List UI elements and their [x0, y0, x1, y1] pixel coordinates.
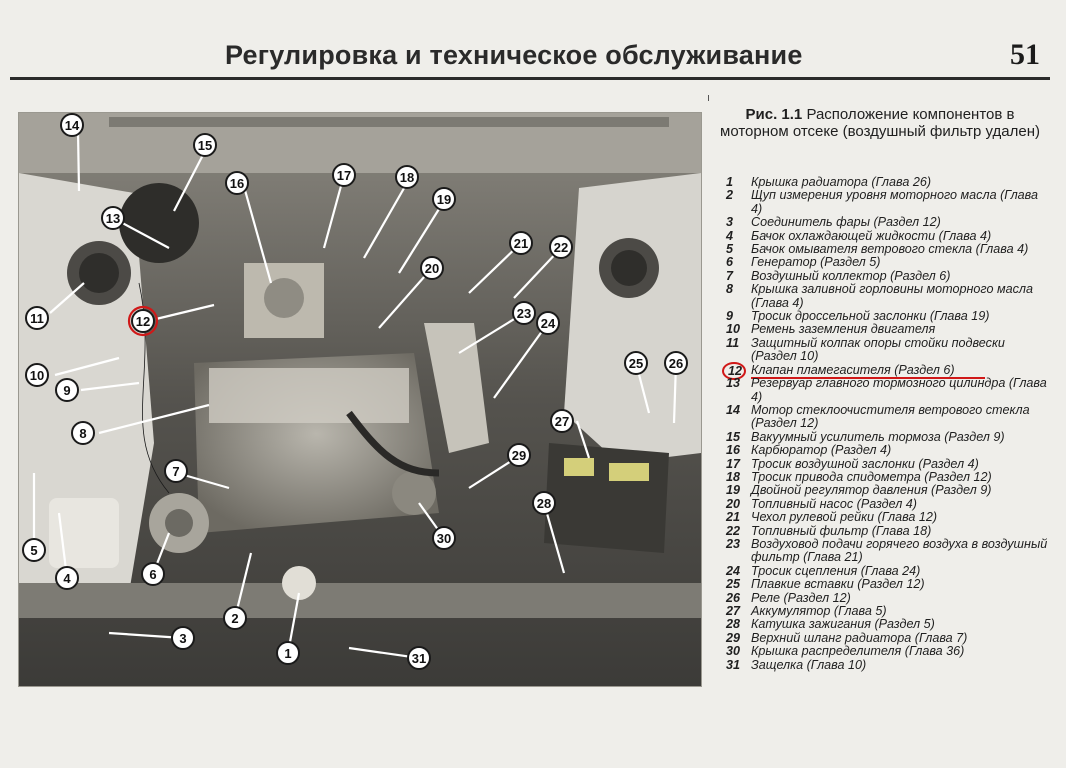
legend-item	[726, 377, 1048, 404]
svg-text:8: 8	[79, 426, 87, 441]
legend-item	[726, 578, 1048, 591]
legend-item-text: Воздушный коллектор (Раздел 6)	[751, 268, 951, 283]
svg-text:5: 5	[30, 543, 38, 558]
legend-item	[726, 484, 1048, 497]
legend-item	[726, 337, 1048, 364]
legend-item-number: 24	[726, 563, 741, 578]
callout-5	[23, 539, 45, 561]
legend-item-number: 26	[726, 590, 741, 605]
legend-item-text: Соединитель фары (Раздел 12)	[751, 215, 941, 230]
callout-16	[226, 172, 248, 194]
legend-item-text: Плавкие вставки (Раздел 12)	[751, 577, 925, 592]
svg-text:26: 26	[668, 356, 684, 371]
figure-caption	[710, 106, 1050, 140]
legend-item-text: Аккумулятор (Глава 5)	[751, 604, 887, 618]
callout-26	[665, 352, 687, 374]
legend-item-number: 16	[726, 443, 741, 458]
svg-text:13: 13	[105, 211, 121, 226]
callout-19	[433, 188, 455, 210]
legend-item-text: Резервуар главного тормозного цилиндра (Глава 4)	[751, 376, 1047, 404]
callout-25	[625, 352, 647, 374]
legend-item-number: 13	[726, 376, 741, 391]
legend-item	[726, 659, 1048, 672]
svg-text:30: 30	[436, 531, 452, 546]
callout-4	[56, 567, 78, 589]
legend-item	[726, 243, 1048, 256]
right-fender	[564, 173, 701, 463]
engine-bay-photo	[18, 112, 702, 687]
svg-text:14: 14	[64, 118, 80, 133]
callout-20	[421, 257, 443, 279]
caption-text: Расположение компонентов в моторном отсеке (воздушный фильтр удален)	[720, 106, 1040, 140]
legend-item-number: 18	[726, 469, 741, 484]
legend-item-text: Защитный колпак опоры стойки подвески (Раздел 10)	[751, 335, 1005, 364]
legend-item-text: Топливный насос (Раздел 4)	[751, 496, 917, 511]
svg-text:15: 15	[197, 138, 213, 153]
callout-18	[396, 166, 418, 188]
component-legend	[726, 176, 1048, 672]
legend-item	[726, 538, 1048, 565]
callout-21	[510, 232, 532, 254]
legend-item-text: Реле (Раздел 12)	[751, 590, 851, 605]
legend-item	[726, 176, 1048, 189]
margin-tick	[708, 95, 709, 101]
legend-item-text: Генератор (Раздел 5)	[751, 255, 881, 270]
legend-item-number: 12	[722, 362, 746, 380]
page-number: 51	[1010, 38, 1040, 71]
callout-13	[102, 207, 124, 229]
legend-item-number: 2	[726, 188, 734, 203]
engine-bay-illustration	[19, 113, 701, 686]
callout-6	[142, 563, 164, 585]
callout-23	[513, 302, 535, 324]
svg-text:29: 29	[511, 448, 527, 463]
legend-item-text: Двойной регулятор давления (Раздел 9)	[751, 483, 992, 498]
legend-item	[726, 323, 1048, 336]
legend-item-text: Крышка распределителя (Глава 36)	[751, 644, 965, 659]
svg-text:6: 6	[149, 567, 157, 582]
callout-17	[333, 164, 355, 186]
legend-item-number: 28	[726, 617, 741, 632]
caption-label: Рис. 1.1	[745, 106, 803, 123]
callout-28	[533, 492, 555, 514]
legend-item-number: 17	[726, 456, 741, 471]
legend-item-text: Чехол рулевой рейки (Глава 12)	[751, 510, 938, 525]
legend-item-text: Бачок омывателя ветрового стекла (Глава 4)	[751, 242, 1029, 257]
callout-15	[194, 134, 216, 156]
legend-item	[726, 458, 1048, 471]
svg-text:17: 17	[336, 168, 352, 183]
callout-8	[72, 422, 94, 444]
legend-item	[726, 230, 1048, 243]
legend-item-text: Тросик дроссельной заслонки (Глава 19)	[751, 309, 990, 324]
page-title: Регулировка и техническое обслуживание	[225, 40, 803, 70]
svg-text:24: 24	[540, 316, 556, 331]
legend-item	[726, 645, 1048, 658]
legend-item-number: 10	[726, 322, 741, 337]
distributor	[392, 471, 436, 515]
legend-item-text: Тросик привода спидометра (Раздел 12)	[751, 469, 992, 484]
legend-item-number: 1	[726, 175, 734, 189]
legend-item	[726, 189, 1048, 216]
legend-item-text: Крышка радиатора (Глава 26)	[751, 175, 932, 189]
svg-text:25: 25	[628, 356, 644, 371]
legend-item-number: 11	[726, 335, 740, 350]
callout-3	[172, 627, 194, 649]
legend-item-text: Бачок охлаждающей жидкости (Глава 4)	[751, 228, 992, 243]
legend-item	[726, 471, 1048, 484]
legend-item-text: Ремень заземления двигателя	[751, 322, 936, 337]
legend-item	[726, 632, 1048, 645]
legend-item-text: Тросик сцепления (Глава 24)	[751, 563, 921, 578]
legend-item	[726, 283, 1048, 310]
legend-item-number: 31	[726, 657, 741, 672]
legend-item-text: Защелка (Глава 10)	[751, 657, 867, 672]
coolant-reservoir	[49, 498, 119, 568]
legend-item	[726, 525, 1048, 538]
legend-item-text: Тросик воздушной заслонки (Раздел 4)	[751, 456, 979, 471]
legend-item	[726, 605, 1048, 618]
legend-item-number: 30	[726, 644, 741, 659]
legend-item-text: Крышка заливной горловины моторного масла (Глава 4)	[751, 282, 1034, 310]
svg-text:3: 3	[179, 631, 187, 646]
brake-booster	[119, 183, 199, 263]
svg-text:18: 18	[399, 170, 415, 185]
legend-item	[726, 444, 1048, 457]
legend-item	[726, 511, 1048, 524]
legend-item-text: Верхний шланг радиатора (Глава 7)	[751, 630, 968, 645]
svg-text:22: 22	[553, 240, 569, 255]
callout-12	[129, 307, 157, 335]
callout-9	[56, 379, 78, 401]
header-divider	[10, 77, 1050, 80]
callout-1	[277, 642, 299, 664]
svg-text:4: 4	[63, 571, 71, 586]
svg-text:9: 9	[63, 383, 71, 398]
svg-text:11: 11	[30, 311, 44, 326]
legend-item-number: 5	[726, 242, 734, 257]
legend-item	[726, 592, 1048, 605]
legend-item-number: 23	[726, 536, 741, 551]
legend-item-text: Топливный фильтр (Глава 18)	[751, 523, 932, 538]
legend-item-number: 22	[726, 523, 741, 538]
legend-item	[726, 431, 1048, 444]
svg-text:23: 23	[516, 306, 532, 321]
svg-text:1: 1	[284, 646, 292, 661]
callout-10	[26, 364, 48, 386]
legend-item	[726, 565, 1048, 578]
legend-item	[726, 364, 1048, 377]
legend-item	[726, 618, 1048, 631]
legend-item-number: 7	[726, 268, 734, 283]
legend-item-number: 4	[726, 228, 734, 243]
svg-text:19: 19	[436, 192, 452, 207]
callout-7	[165, 460, 187, 482]
valve-cover	[209, 368, 409, 423]
callout-14	[61, 114, 83, 136]
legend-item-number: 25	[726, 577, 741, 592]
legend-item-number: 6	[726, 255, 734, 270]
svg-text:7: 7	[172, 464, 180, 479]
legend-item-number: 21	[726, 510, 741, 525]
svg-text:10: 10	[29, 368, 45, 383]
callout-24	[537, 312, 559, 334]
callout-22	[550, 236, 572, 258]
svg-text:2: 2	[231, 611, 239, 626]
legend-item-text: Вакуумный усилитель тормоза (Раздел 9)	[751, 429, 1005, 444]
legend-item-text: Карбюратор (Раздел 4)	[751, 443, 892, 458]
legend-item	[726, 256, 1048, 269]
radiator-support	[19, 583, 701, 618]
svg-text:27: 27	[554, 414, 570, 429]
callout-29	[508, 444, 530, 466]
legend-item	[726, 498, 1048, 511]
legend-item-number: 15	[726, 429, 741, 444]
legend-item-text: Воздуховод подачи горячего воздуха в воздушный фильтр (Глава 21)	[751, 536, 1048, 565]
legend-item-text: Клапан пламегасителя (Раздел 6)	[751, 363, 985, 379]
svg-text:31: 31	[411, 651, 427, 666]
callout-11	[26, 307, 48, 329]
legend-item-number: 3	[726, 215, 734, 230]
legend-item-number: 29	[726, 630, 741, 645]
svg-text:20: 20	[424, 261, 440, 276]
callout-30	[433, 527, 455, 549]
legend-item-text: Мотор стеклоочистителя ветрового стекла (Раздел 12)	[751, 402, 1030, 431]
legend-item-text: Щуп измерения уровня моторного масла (Глава 4)	[751, 188, 1038, 216]
legend-item-number: 27	[726, 604, 741, 618]
page-header	[0, 0, 1066, 80]
svg-text:12: 12	[135, 314, 151, 329]
legend-item	[726, 310, 1048, 323]
callout-31	[408, 647, 430, 669]
legend-item-number: 8	[726, 282, 734, 297]
battery	[544, 443, 669, 553]
svg-text:28: 28	[536, 496, 552, 511]
svg-text:16: 16	[229, 176, 245, 191]
legend-item-number: 20	[726, 496, 741, 511]
legend-item-number: 9	[726, 309, 734, 324]
legend-item	[726, 216, 1048, 229]
legend-item	[726, 404, 1048, 431]
legend-item-number: 19	[726, 483, 741, 498]
callout-2	[224, 607, 246, 629]
legend-item-number: 14	[726, 402, 741, 417]
callout-27	[551, 410, 573, 432]
svg-text:21: 21	[513, 236, 529, 251]
legend-item	[726, 270, 1048, 283]
legend-item-text: Катушка зажигания (Раздел 5)	[751, 617, 935, 632]
